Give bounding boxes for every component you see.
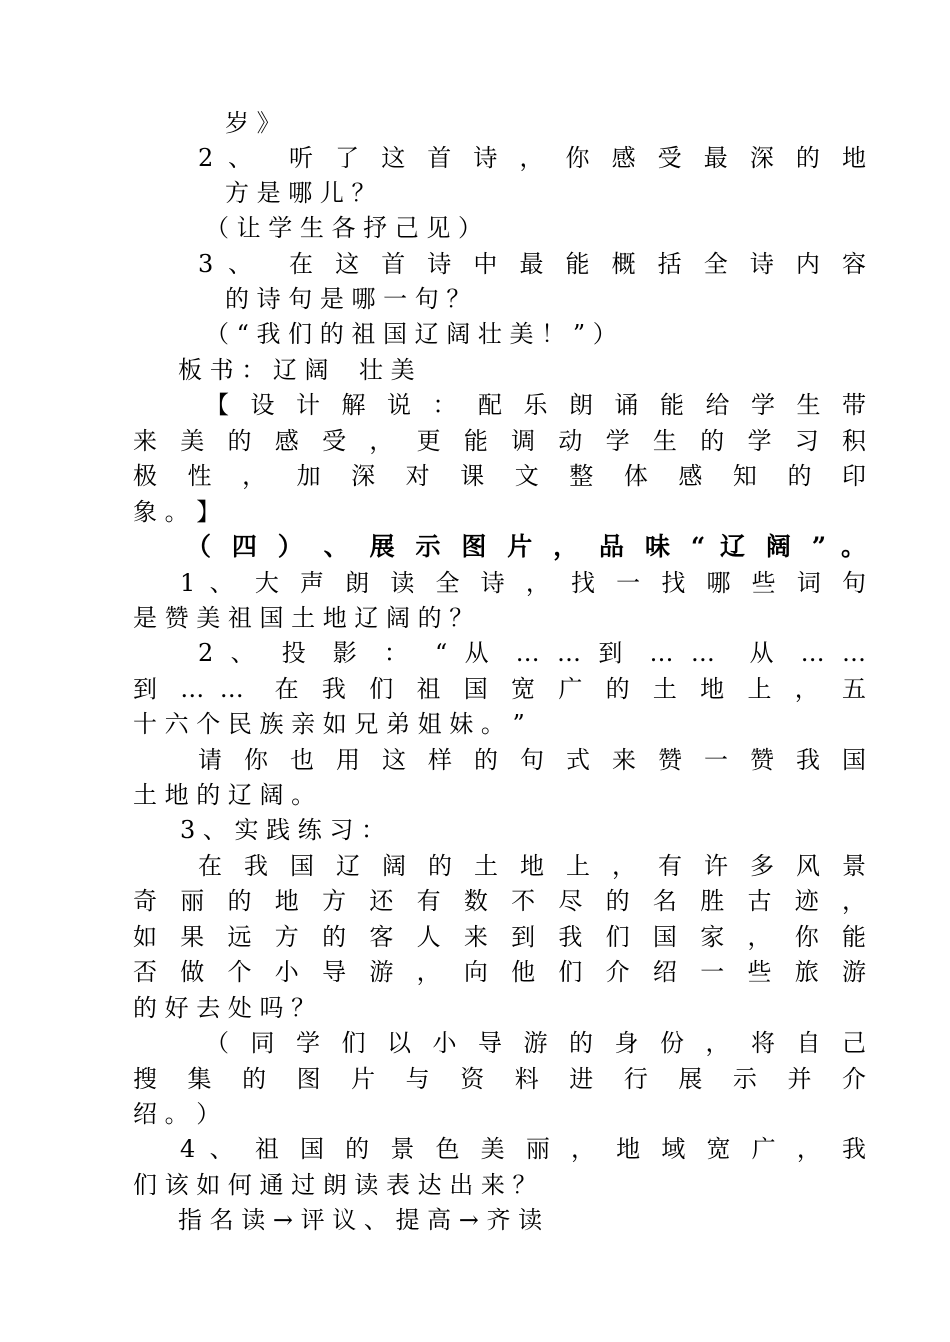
text-line-16: 2 、 投 影 ： “ 从 … … 到 … … 从 … … — [198, 639, 866, 667]
text-line-23: 奇 丽 的 地 方 还 有 数 不 尽 的 名 胜 古 迹 ， — [133, 887, 866, 915]
text-line-15: 是 赞 美 祖 国 土 地 辽 阔 的 ？ — [133, 604, 474, 632]
text-line-3: 方 是 哪 儿 ？ — [225, 179, 376, 207]
text-line-19: 请 你 也 用 这 样 的 句 式 来 赞 一 赞 我 国 — [198, 746, 866, 774]
text-line-18: 十 六 个 民 族 亲 如 兄 弟 姐 妹 。 ” — [133, 710, 525, 738]
text-line-10: 来 美 的 感 受 ， 更 能 调 动 学 生 的 学 习 积 — [133, 427, 866, 455]
text-line-24: 如 果 远 方 的 客 人 来 到 我 们 国 家 ， 你 能 — [133, 923, 866, 951]
text-line-21: 3 、 实 践 练 习 ： — [180, 816, 386, 844]
text-line-27: （ 同 学 们 以 小 导 游 的 身 份 ， 将 自 己 — [205, 1029, 866, 1057]
text-line-1: 岁 》 — [225, 109, 281, 137]
text-line-32: 指 名 读 → 评 议 、 提 高 → 齐 读 — [178, 1206, 543, 1234]
text-line-2: 2 、 听 了 这 首 诗 ， 你 感 受 最 深 的 地 — [198, 144, 866, 172]
text-line-31: 们 该 如 何 通 过 朗 读 表 达 出 来 ？ — [133, 1171, 537, 1199]
text-line-29: 绍 。 ） — [133, 1100, 221, 1128]
text-line-6: 的 诗 句 是 哪 一 句 ？ — [225, 285, 471, 313]
text-line-12: 象 。 】 — [133, 498, 221, 526]
text-line-20: 土 地 的 辽 阔 。 — [133, 781, 316, 809]
text-line-25: 否 做 个 小 导 游 ， 向 他 们 介 绍 一 些 旅 游 — [133, 958, 866, 986]
text-line-7: （ “ 我 们 的 祖 国 辽 阔 壮 美 ！ ” ） — [205, 320, 617, 348]
text-line-14: 1 、 大 声 朗 读 全 诗 ， 找 一 找 哪 些 词 句 — [180, 569, 866, 597]
text-line-9: 【 设 计 解 说 ： 配 乐 朗 诵 能 给 学 生 带 — [205, 391, 866, 419]
text-line-17: 到 … … 在 我 们 祖 国 宽 广 的 土 地 上 ， 五 — [133, 675, 866, 703]
section-heading: （ 四 ） 、 展 示 图 片 ， 品 味 “ 辽 阔 ” 。 — [186, 532, 866, 561]
text-line-30: 4 、 祖 国 的 景 色 美 丽 ， 地 域 宽 广 ， 我 — [180, 1135, 866, 1163]
text-line-26: 的 好 去 处 吗 ？ — [133, 994, 316, 1022]
text-line-22: 在 我 国 辽 阔 的 土 地 上 ， 有 许 多 风 景 — [198, 852, 866, 880]
text-line-4: （ 让 学 生 各 抒 己 见 ） — [205, 214, 483, 242]
text-line-5: 3 、 在 这 首 诗 中 最 能 概 括 全 诗 内 容 — [198, 250, 866, 278]
text-line-11: 极 性 ， 加 深 对 课 文 整 体 感 知 的 印 — [133, 462, 866, 490]
text-line-8: 板 书 ： 辽 阔 壮 美 — [178, 356, 415, 384]
text-line-28: 搜 集 的 图 片 与 资 料 进 行 展 示 并 介 — [133, 1065, 866, 1093]
